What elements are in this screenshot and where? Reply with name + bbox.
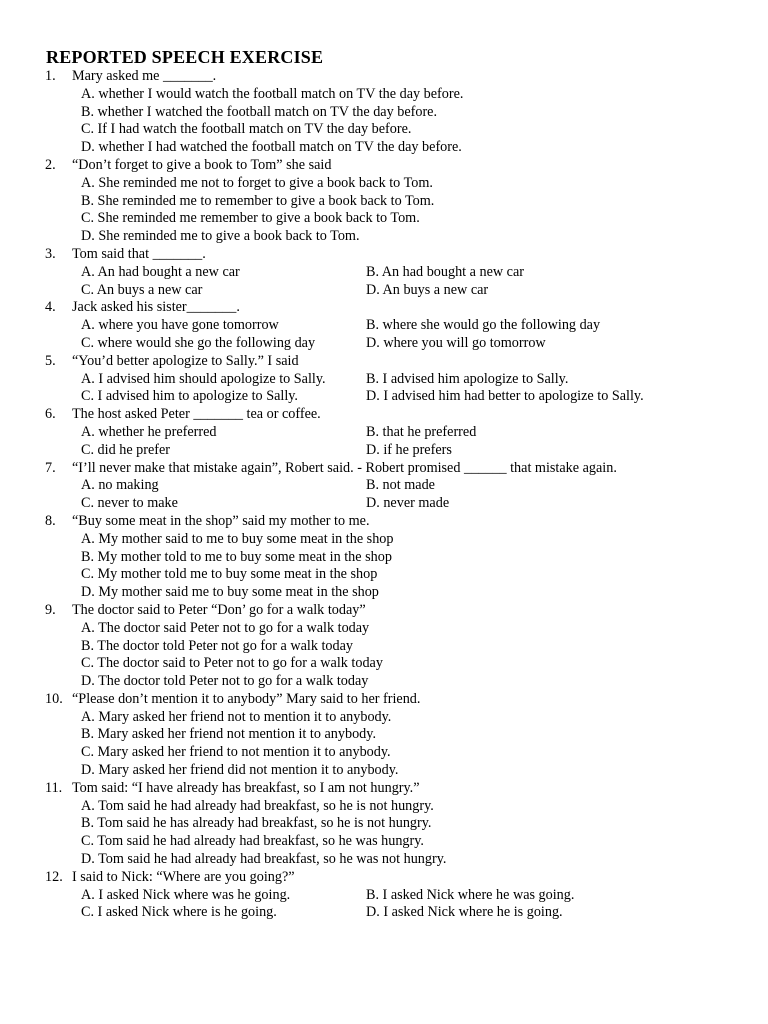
option-b: B. I asked Nick where he was going. xyxy=(366,886,575,903)
question-stem xyxy=(45,460,745,478)
question-number: 2. xyxy=(45,156,56,173)
options-grid xyxy=(81,477,745,513)
option-c: C. Tom said he had already had breakfast, so he was hungry. xyxy=(81,833,424,850)
option-a: A. I asked Nick where was he going. xyxy=(81,886,291,903)
question-stem xyxy=(45,68,745,86)
question-stem xyxy=(45,602,745,620)
option-d: D. Tom said he had already had breakfast, so he was not hungry. xyxy=(81,851,447,868)
option-a: A. Mary asked her friend not to mention it to anybody. xyxy=(81,708,392,725)
option-c: C. never to make xyxy=(81,495,178,512)
option-d: D. Mary asked her friend did not mention it to anybody. xyxy=(81,762,399,779)
question-number: 10. xyxy=(45,690,63,707)
options-grid xyxy=(81,317,745,353)
option-b: B. Mary asked her friend not mention it to anybody. xyxy=(81,726,376,743)
option-a: A. whether he preferred xyxy=(81,423,217,440)
options-grid xyxy=(81,264,745,300)
option-a: A. where you have gone tomorrow xyxy=(81,317,279,334)
option-a: A. Tom said he had already had breakfast, so he is not hungry. xyxy=(81,797,434,814)
question-2 xyxy=(45,157,745,246)
question-text: Jack asked his sister_______. xyxy=(72,299,240,316)
question-stem xyxy=(45,780,745,798)
option-b: B. She reminded me to remember to give a book back to Tom. xyxy=(81,192,435,209)
option-c: C. where would she go the following day xyxy=(81,334,316,351)
question-6 xyxy=(45,406,745,459)
option-c: C. The doctor said to Peter not to go for a walk today xyxy=(81,655,383,672)
option-c: C. Mary asked her friend to not mention it to anybody. xyxy=(81,744,391,761)
options-grid xyxy=(81,424,745,460)
option-b: B. not made xyxy=(366,477,435,494)
option-a: A. whether I would watch the football match on TV the day before. xyxy=(81,85,464,102)
question-stem xyxy=(45,157,745,175)
option-d: D. I asked Nick where he is going. xyxy=(366,904,563,921)
question-5 xyxy=(45,353,745,406)
question-text: I said to Nick: “Where are you going?” xyxy=(72,868,295,885)
option-a: A. I advised him should apologize to Sally. xyxy=(81,370,326,387)
question-9 xyxy=(45,602,745,691)
question-12 xyxy=(45,869,745,922)
worksheet-title: REPORTED SPEECH EXERCISE xyxy=(46,47,324,67)
question-11 xyxy=(45,780,745,869)
option-d: D. where you will go tomorrow xyxy=(366,334,546,351)
question-text: “You’d better apologize to Sally.” I said xyxy=(72,352,299,369)
question-7 xyxy=(45,460,745,513)
option-d: D. My mother said me to buy some meat in the shop xyxy=(81,584,379,601)
options-list xyxy=(81,531,745,602)
question-stem xyxy=(45,691,745,709)
question-stem xyxy=(45,513,745,531)
option-d: D. An buys a new car xyxy=(366,281,489,298)
question-number: 8. xyxy=(45,512,56,529)
question-text: The doctor said to Peter “Don’ go for a walk today” xyxy=(72,601,366,618)
question-text: “Buy some meat in the shop” said my mother to me. xyxy=(72,512,370,529)
option-b: B. An had bought a new car xyxy=(366,263,524,280)
question-text: Tom said that _______. xyxy=(72,245,206,262)
options-grid xyxy=(81,887,745,923)
question-stem xyxy=(45,299,745,317)
question-stem xyxy=(45,246,745,264)
option-c: C. My mother told me to buy some meat in the shop xyxy=(81,566,378,583)
question-10 xyxy=(45,691,745,780)
question-number: 3. xyxy=(45,245,56,262)
question-8 xyxy=(45,513,745,602)
question-text: Mary asked me _______. xyxy=(72,68,217,84)
option-d: D. She reminded me to give a book back to Tom. xyxy=(81,228,360,245)
option-a: A. The doctor said Peter not to go for a walk today xyxy=(81,619,370,636)
question-text: The host asked Peter _______ tea or coffee. xyxy=(72,406,321,423)
question-3 xyxy=(45,246,745,299)
question-stem xyxy=(45,353,745,371)
option-a: A. My mother said to me to buy some meat in the shop xyxy=(81,530,394,547)
option-d: D. The doctor told Peter not to go for a walk today xyxy=(81,673,369,690)
question-number: 12. xyxy=(45,868,63,885)
option-b: B. Tom said he has already had breakfast, so he is not hungry. xyxy=(81,815,432,832)
option-d: D. if he prefers xyxy=(366,441,452,458)
option-b: B. My mother told to me to buy some meat in the shop xyxy=(81,548,392,565)
question-1 xyxy=(45,68,745,157)
options-list xyxy=(81,798,745,869)
question-text: “Don’t forget to give a book to Tom” she said xyxy=(72,156,332,173)
question-text: “I’ll never make that mistake again”, Robert said. - Robert promised ______ that mistake again. xyxy=(72,459,617,476)
option-a: A. She reminded me not to forget to give a book back to Tom. xyxy=(81,174,433,191)
options-list xyxy=(81,175,745,246)
question-number: 5. xyxy=(45,352,56,369)
option-c: C. I advised him to apologize to Sally. xyxy=(81,388,298,405)
question-4 xyxy=(45,299,745,352)
question-list xyxy=(45,68,745,922)
option-c: C. An buys a new car xyxy=(81,281,203,298)
option-b: B. where she would go the following day xyxy=(366,317,601,334)
option-b: B. I advised him apologize to Sally. xyxy=(366,370,569,387)
question-number: 7. xyxy=(45,459,56,476)
question-number: 11. xyxy=(45,779,63,796)
option-b: B. whether I watched the football match on TV the day before. xyxy=(81,103,438,120)
question-text: “Please don’t mention it to anybody” Mary said to her friend. xyxy=(72,690,421,707)
question-stem xyxy=(45,406,745,424)
question-number: 9. xyxy=(45,601,56,618)
question-text: Tom said: “I have already has breakfast, so I am not hungry.” xyxy=(72,779,420,796)
option-d: D. whether I had watched the football match on TV the day before. xyxy=(81,139,462,156)
options-grid xyxy=(81,371,745,407)
options-list xyxy=(81,620,745,691)
question-number: 1. xyxy=(45,68,56,84)
option-d: D. I advised him had better to apologize to Sally. xyxy=(366,388,644,405)
option-c: C. She reminded me remember to give a book back to Tom. xyxy=(81,210,420,227)
option-c: C. If I had watch the football match on TV the day before. xyxy=(81,121,412,138)
options-list xyxy=(81,86,745,157)
question-stem xyxy=(45,869,745,887)
question-number: 6. xyxy=(45,406,56,423)
option-c: C. I asked Nick where is he going. xyxy=(81,904,277,921)
option-c: C. did he prefer xyxy=(81,441,171,458)
option-d: D. never made xyxy=(366,495,450,512)
options-list xyxy=(81,709,745,780)
option-a: A. An had bought a new car xyxy=(81,263,240,280)
question-number: 4. xyxy=(45,299,56,316)
option-b: B. that he preferred xyxy=(366,423,477,440)
option-a: A. no making xyxy=(81,477,159,494)
option-b: B. The doctor told Peter not go for a walk today xyxy=(81,637,354,654)
